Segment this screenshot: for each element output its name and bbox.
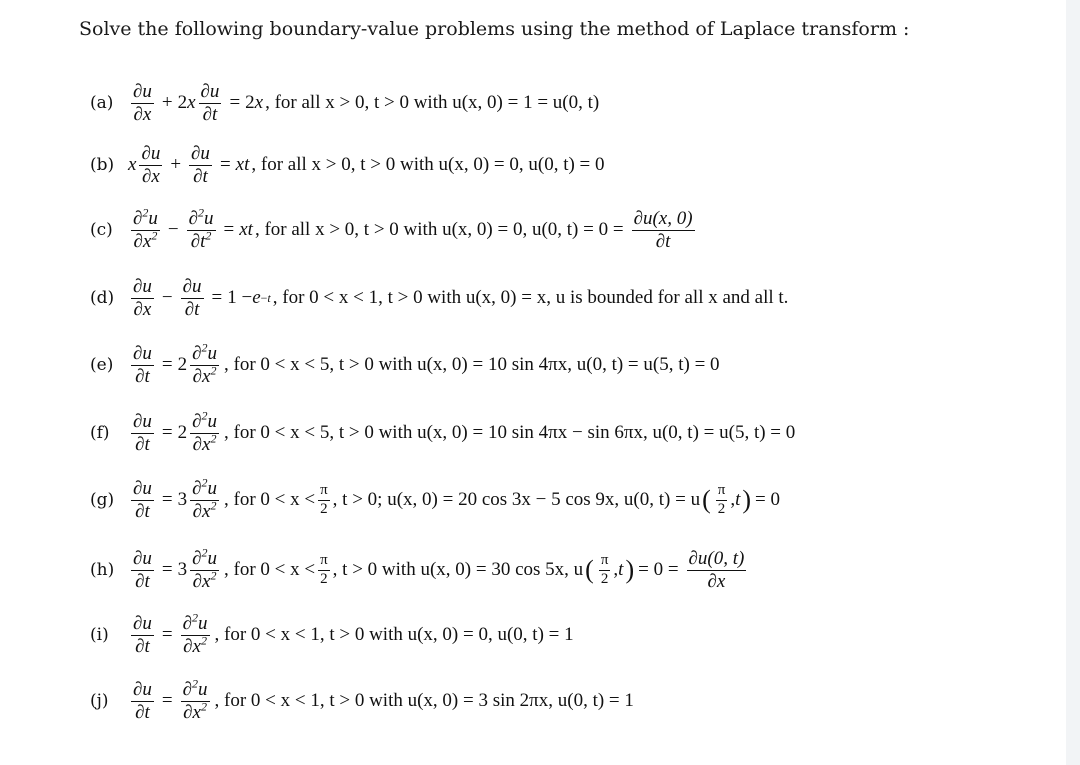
problem-a: (a) $\frac{\partial u}{\partial x}$ + 2 x $\frac{\partial u}{\partial t}$ = 2 x , for all x > 0, t > 0 with u(x, 0) = 1 = u(0, t) (90, 80, 600, 125)
problem-label: (b) (90, 155, 115, 175)
problem-condition: , for all x > 0, t > 0 with u(x, 0) = 1 = u(0, t) (265, 92, 600, 113)
second-partial-derivative: $\frac{\partial^2u}{\partial x^2}$ (182, 610, 208, 657)
problem-e: (e) $\frac{\partial u}{\partial t}$ = 2 $\frac{\partial^2u}{\partial x^2}$ , for 0 < x < 5, t > 0 with u(x, 0) = 10 sin 4πx, u(0, t) = u(5, t) = 0 (90, 340, 720, 387)
problem-condition: = 0 (755, 489, 781, 510)
partial-derivative: $\frac{\partial u}{\partial x}$ (133, 80, 152, 125)
partial-derivative: $\frac{\partial u(0, t)}{\partial x}$ (688, 547, 745, 592)
problem-label: (c) (90, 220, 113, 240)
problem-label: (j) (90, 691, 109, 711)
partial-derivative: $\frac{\partial u}{\partial t}$ (200, 80, 220, 125)
problem-label: (i) (90, 625, 109, 645)
partial-derivative: $\frac{\partial u}{\partial t}$ (182, 275, 202, 320)
second-partial-derivative: $\frac{\partial^2u}{\partial x^2}$ (133, 205, 158, 252)
problem-c: (c) $\frac{\partial^2u}{\partial x^2}$ − $\frac{\partial^2u}{\partial t^2}$ = xt , for all x > 0, t > 0 with u(x, 0) = 0, u(0, t) = 0 = $\frac{\partial u(x, 0)}{\partial t}$ (90, 205, 693, 252)
problem-condition: , t > 0 with u(x, 0) = 30 cos 5x, u (332, 559, 584, 580)
problem-condition: , for all x > 0, t > 0 with u(x, 0) = 0, u(0, t) = 0 = (254, 219, 624, 240)
problem-condition: , t > 0; u(x, 0) = 20 cos 3x − 5 cos 9x, u(0, t) = u (332, 489, 701, 510)
second-partial-derivative: $\frac{\partial^2u}{\partial x^2}$ (192, 408, 217, 455)
problem-condition: , for 0 < x < (224, 559, 316, 580)
page-heading: Solve the following boundary-value problems using the method of Laplace transform : (79, 18, 910, 40)
partial-derivative: $\frac{\partial u}{\partial t}$ (133, 477, 152, 522)
partial-derivative: $\frac{\partial u}{\partial t}$ (133, 678, 152, 723)
problem-g: (g) $\frac{\partial u}{\partial t}$ = 3 $\frac{\partial^2u}{\partial x^2}$ , for 0 < x < $\frac{\pi}{2}$ , t > 0; u(x, 0) = 20 cos 3x − 5 cos 9x, u(0, t) = u ( $\frac{\pi}{2}$ , t ) = 0 (90, 475, 781, 522)
problem-i: (i) $\frac{\partial u}{\partial t}$ = $\frac{\partial^2u}{\partial x^2}$ , for 0 < x < 1, t > 0 with u(x, 0) = 0, u(0, t) = 1 (90, 610, 574, 657)
pi-over-two: $\frac{\pi}{2}$ (320, 482, 328, 517)
pi-over-two: $\frac{\pi}{2}$ (600, 552, 609, 587)
second-partial-derivative: $\frac{\partial^2u}{\partial x^2}$ (192, 545, 217, 592)
partial-derivative: $\frac{\partial u}{\partial t}$ (133, 612, 152, 657)
second-partial-derivative: $\frac{\partial^2u}{\partial t^2}$ (188, 205, 214, 252)
problem-condition: , for 0 < x < 1, t > 0 with u(x, 0) = 3 sin 2πx, u(0, t) = 1 (214, 690, 634, 711)
problem-condition: , for 0 < x < (224, 489, 316, 510)
second-partial-derivative: $\frac{\partial^2u}{\partial x^2}$ (182, 676, 208, 723)
problem-condition: = 0 = (638, 559, 679, 580)
problem-condition: , for 0 < x < 5, t > 0 with u(x, 0) = 10 sin 4πx − sin 6πx, u(0, t) = u(5, t) = 0 (224, 422, 796, 443)
partial-derivative: $\frac{\partial u}{\partial t}$ (133, 342, 152, 387)
scroll-strip (1066, 0, 1080, 765)
second-partial-derivative: $\frac{\partial^2u}{\partial x^2}$ (192, 475, 217, 522)
problem-b: (b) x $\frac{\partial u}{\partial x}$ + $\frac{\partial u}{\partial t}$ = xt , for all x > 0, t > 0 with u(x, 0) = 0, u(0, t) = 0 (90, 142, 605, 187)
problem-condition: , for 0 < x < 1, t > 0 with u(x, 0) = 0, u(0, t) = 1 (214, 624, 574, 645)
problem-condition: , for all x > 0, t > 0 with u(x, 0) = 0, u(0, t) = 0 (251, 154, 605, 175)
problem-f: (f) $\frac{\partial u}{\partial t}$ = 2 $\frac{\partial^2u}{\partial x^2}$ , for 0 < x < 5, t > 0 with u(x, 0) = 10 sin 4πx − sin 6πx, u(0, t) = u(5, t) = 0 (90, 408, 796, 455)
partial-derivative: $\frac{\partial u}{\partial x}$ (133, 275, 152, 320)
problem-label: (h) (90, 560, 115, 580)
problem-label: (f) (90, 423, 110, 443)
partial-derivative: $\frac{\partial u}{\partial t}$ (133, 410, 152, 455)
pi-over-two: $\frac{\pi}{2}$ (320, 552, 328, 587)
problem-condition: , for 0 < x < 5, t > 0 with u(x, 0) = 10 sin 4πx, u(0, t) = u(5, t) = 0 (224, 354, 720, 375)
pi-over-two: $\frac{\pi}{2}$ (717, 482, 726, 517)
partial-derivative: $\frac{\partial u}{\partial x}$ (141, 142, 161, 187)
problem-h: (h) $\frac{\partial u}{\partial t}$ = 3 $\frac{\partial^2u}{\partial x^2}$ , for 0 < x < $\frac{\pi}{2}$ , t > 0 with u(x, 0) = 30 cos 5x, u ( $\frac{\pi}{2}$ , t ) = 0 = $\frac{\partial u(0, t)}{\partial x}$ (90, 545, 745, 592)
problem-label: (g) (90, 490, 115, 510)
problem-condition: , for 0 < x < 1, t > 0 with u(x, 0) = x, u is bounded for all x and all t. (272, 287, 789, 308)
problem-j: (j) $\frac{\partial u}{\partial t}$ = $\frac{\partial^2u}{\partial x^2}$ , for 0 < x < 1, t > 0 with u(x, 0) = 3 sin 2πx, u(0, t) = 1 (90, 676, 634, 723)
partial-derivative: $\frac{\partial u}{\partial t}$ (191, 142, 210, 187)
problem-label: (d) (90, 288, 115, 308)
second-partial-derivative: $\frac{\partial^2u}{\partial x^2}$ (192, 340, 217, 387)
partial-derivative: $\frac{\partial u}{\partial t}$ (133, 547, 152, 592)
problem-label: (e) (90, 355, 114, 375)
problem-label: (a) (90, 93, 114, 113)
partial-derivative: $\frac{\partial u(x, 0)}{\partial t}$ (633, 207, 693, 252)
problem-d: (d) $\frac{\partial u}{\partial x}$ − $\frac{\partial u}{\partial t}$ = 1 − e −t , for 0 < x < 1, t > 0 with u(x, 0) = x, u is bounded for all x and all t. (90, 275, 789, 320)
